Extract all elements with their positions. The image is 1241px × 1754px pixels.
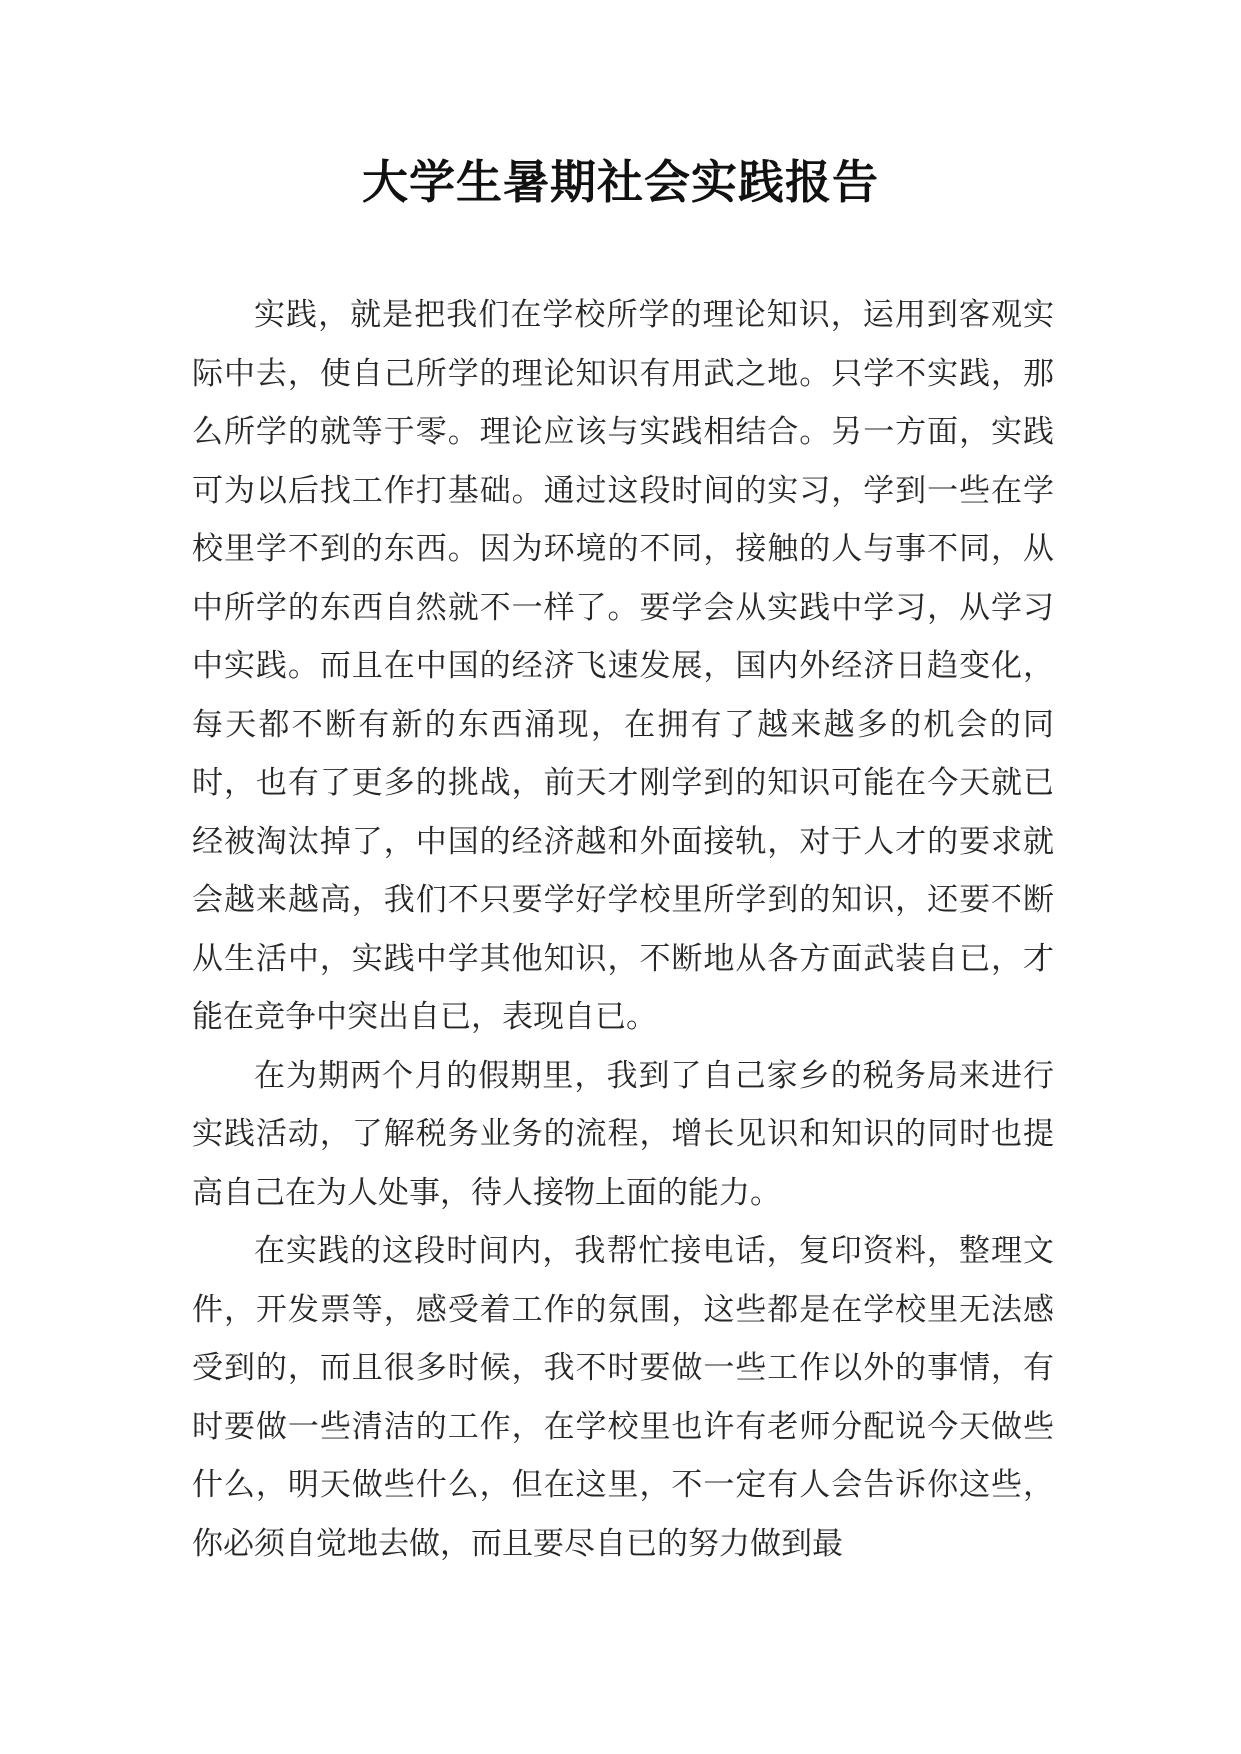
document-title: 大学生暑期社会实践报告: [362, 155, 879, 209]
paragraph-1: 实践，就是把我们在学校所学的理论知识，运用到客观实际中去，使自己所学的理论知识有用武之地。只学不实践，那么所学的就等于零。理论应该与实践相结合。另一方面，实践可为以后找工作打基础。通过这段时间的实习，学到一些在学校里学不到的东西。因为环境的不同，接触的人与事不同，从中所学的东西自然就不一样了。要学会从实践中学习，从学习中实践。而且在中国的经济飞速发展，国内外经济日趋变化，每天都不断有新的东西涌现，在拥有了越来越多的机会的同时，也有了更多的挑战，前天才刚学到的知识可能在今天就已经被淘汰掉了，中国的经济越和外面接轨，对于人才的要求就会越来越高，我们不只要学好学校里所学到的知识，还要不断从生活中，实践中学其他知识，不断地从各方面武装自已，才能在竞争中突出自已，表现自已。: [192, 297, 1054, 1035]
paragraph-3: 在实践的这段时间内，我帮忙接电话，复印资料，整理文件，开发票等，感受着工作的氛围，这些都是在学校里无法感受到的，而且很多时候，我不时要做一些工作以外的事情，有时要做一些清洁的工作，在学校里也许有老师分配说今天做些什么，明天做些什么，但在这里，不一定有人会告诉你这些，你必须自觉地去做，而且要尽自已的努力做到最: [192, 1233, 1054, 1562]
paragraph-2: 在为期两个月的假期里，我到了自己家乡的税务局来进行实践活动，了解税务业务的流程，增长见识和知识的同时也提高自己在为人处事，待人接物上面的能力。: [192, 1057, 1054, 1211]
document-body: [192, 286, 1054, 1573]
